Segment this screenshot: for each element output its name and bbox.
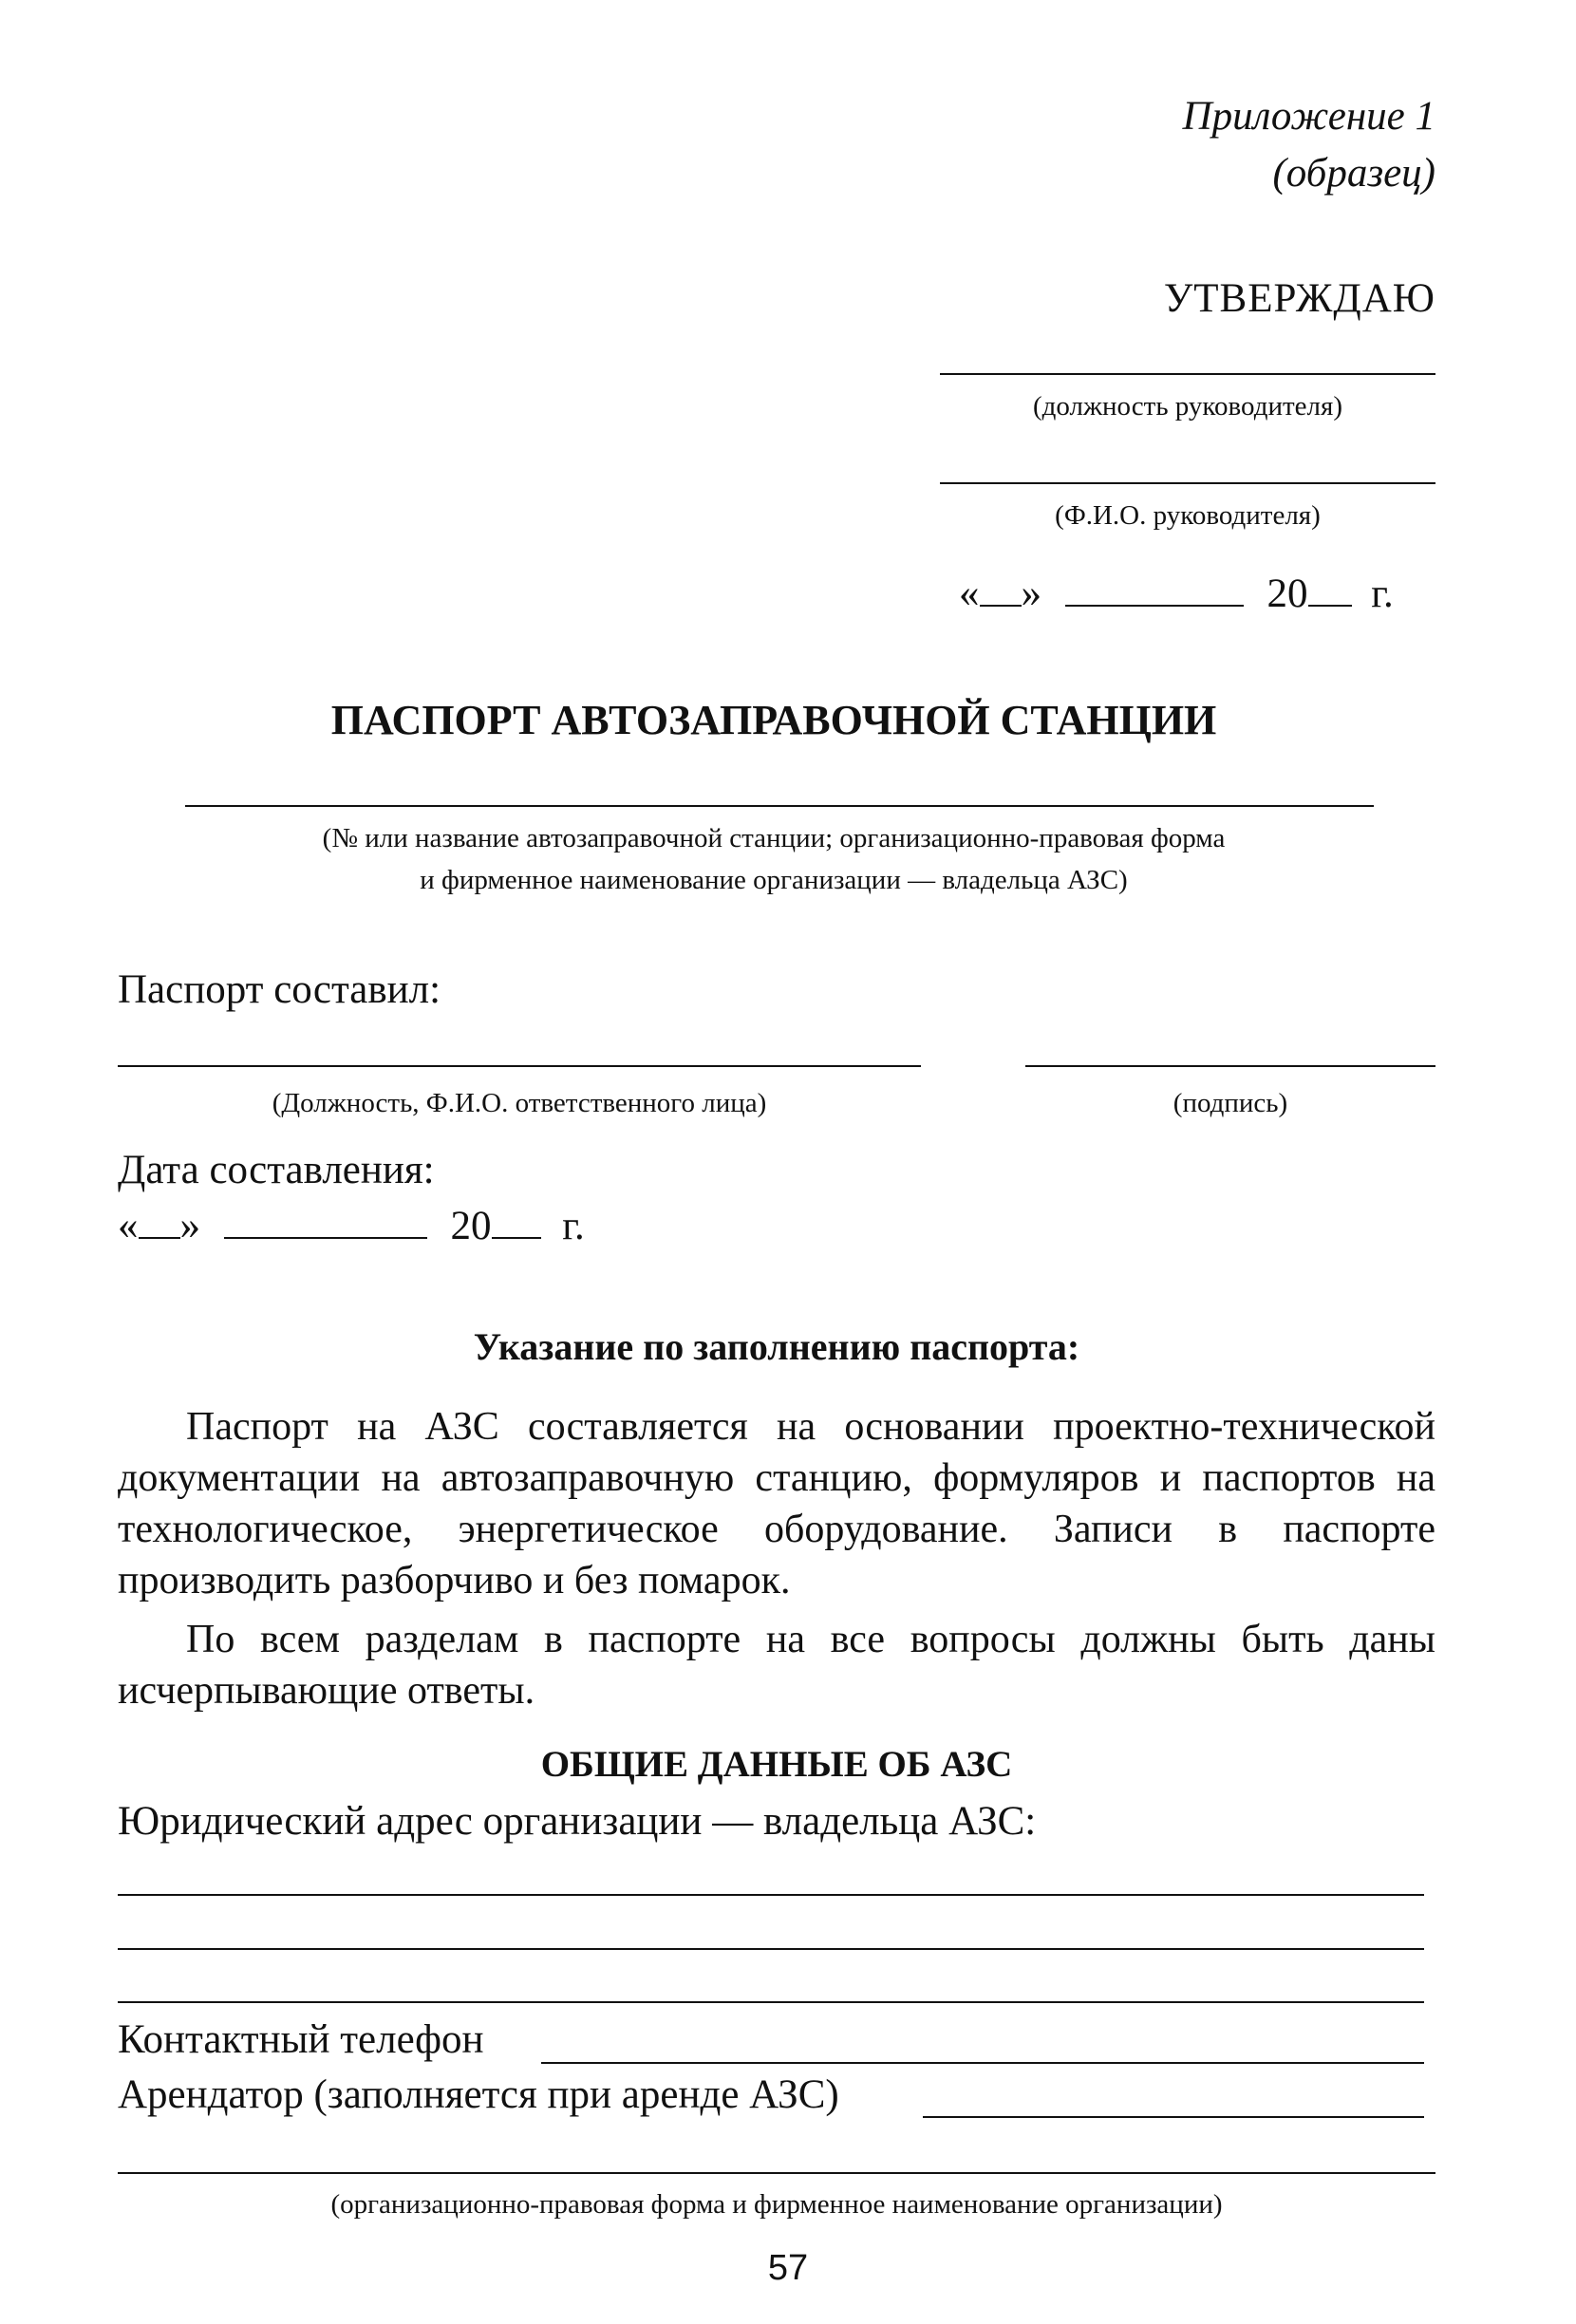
- year-blank: [1308, 568, 1352, 607]
- year-prefix: 20: [1266, 571, 1308, 616]
- station-caption-line2: и фирменное наименование организации — владельца АЗС): [420, 865, 1128, 895]
- compiler-signature-line: [1025, 1065, 1435, 1067]
- compile-date-open-quote: «: [118, 1203, 139, 1248]
- compile-month-blank: [224, 1200, 427, 1239]
- compile-date-close-quote: »: [179, 1203, 200, 1248]
- instructions-paragraph-1: Паспорт на АЗС составляется на основании проектно-технической документации на автозаправочную станцию, формуляров и паспортов на технологическое, энергетическое оборудование. Записи в паспорте производить разборчиво и без помарок.: [118, 1405, 1435, 1602]
- tenant-label: Арендатор (заполняется при аренде АЗС): [118, 2072, 839, 2117]
- address-line-1: [118, 1894, 1424, 1896]
- tenant-line: [923, 2116, 1424, 2118]
- station-name-line: [185, 805, 1374, 807]
- position-caption: (должность руководителя): [1033, 391, 1342, 422]
- compiled-by-label: Паспорт составил:: [118, 967, 441, 1012]
- name-blank-line: [940, 482, 1435, 484]
- appendix-title: Приложение 1: [1182, 94, 1435, 139]
- address-line-2: [118, 1948, 1424, 1950]
- tenant-caption: (организационно-правовая форма и фирменное наименование организации): [330, 2189, 1223, 2220]
- passport-title: ПАСПОРТ АВТОЗАПРАВОЧНОЙ СТАНЦИИ: [330, 697, 1217, 743]
- approval-date: [959, 568, 1394, 617]
- position-blank-line: [940, 373, 1435, 375]
- month-blank: [1065, 568, 1244, 607]
- name-caption: (Ф.И.О. руководителя): [1055, 500, 1321, 531]
- station-caption-line1: (№ или название автозаправочной станции; организационно-правовая форма: [322, 823, 1226, 853]
- phone-label: Контактный телефон: [118, 2017, 484, 2062]
- compile-year-prefix: 20: [450, 1203, 492, 1248]
- legal-address-label: Юридический адрес организации — владельца АЗС:: [118, 1799, 1037, 1844]
- compiler-person-caption: (Должность, Ф.И.О. ответственного лица): [272, 1088, 767, 1118]
- general-heading: ОБЩИЕ ДАННЫЕ ОБ АЗС: [540, 1744, 1013, 1785]
- compile-date: [118, 1200, 585, 1249]
- tenant-org-line: [118, 2172, 1435, 2174]
- date-open-quote: «: [959, 571, 980, 616]
- compiler-person-line: [118, 1065, 921, 1067]
- instructions-heading: Указание по заполнению паспорта:: [473, 1325, 1080, 1368]
- date-close-quote: »: [1021, 571, 1041, 616]
- appendix-subtitle: (образец): [1272, 151, 1435, 196]
- instructions-paragraph-2: По всем разделам в паспорте на все вопросы должны быть даны исчерпывающие ответы.: [118, 1618, 1435, 1713]
- compiler-signature-caption: (подпись): [1173, 1088, 1288, 1118]
- page-number: 57: [767, 2248, 809, 2288]
- approve-label: УТВЕРЖДАЮ: [1163, 276, 1435, 321]
- year-suffix: г.: [1371, 571, 1394, 616]
- compile-day-blank: [139, 1200, 180, 1239]
- address-line-3: [118, 2001, 1424, 2003]
- phone-line: [541, 2062, 1424, 2064]
- day-blank: [980, 568, 1022, 607]
- compile-date-label: Дата составления:: [118, 1148, 435, 1192]
- compile-year-blank: [492, 1200, 541, 1239]
- compile-year-suffix: г.: [562, 1203, 585, 1248]
